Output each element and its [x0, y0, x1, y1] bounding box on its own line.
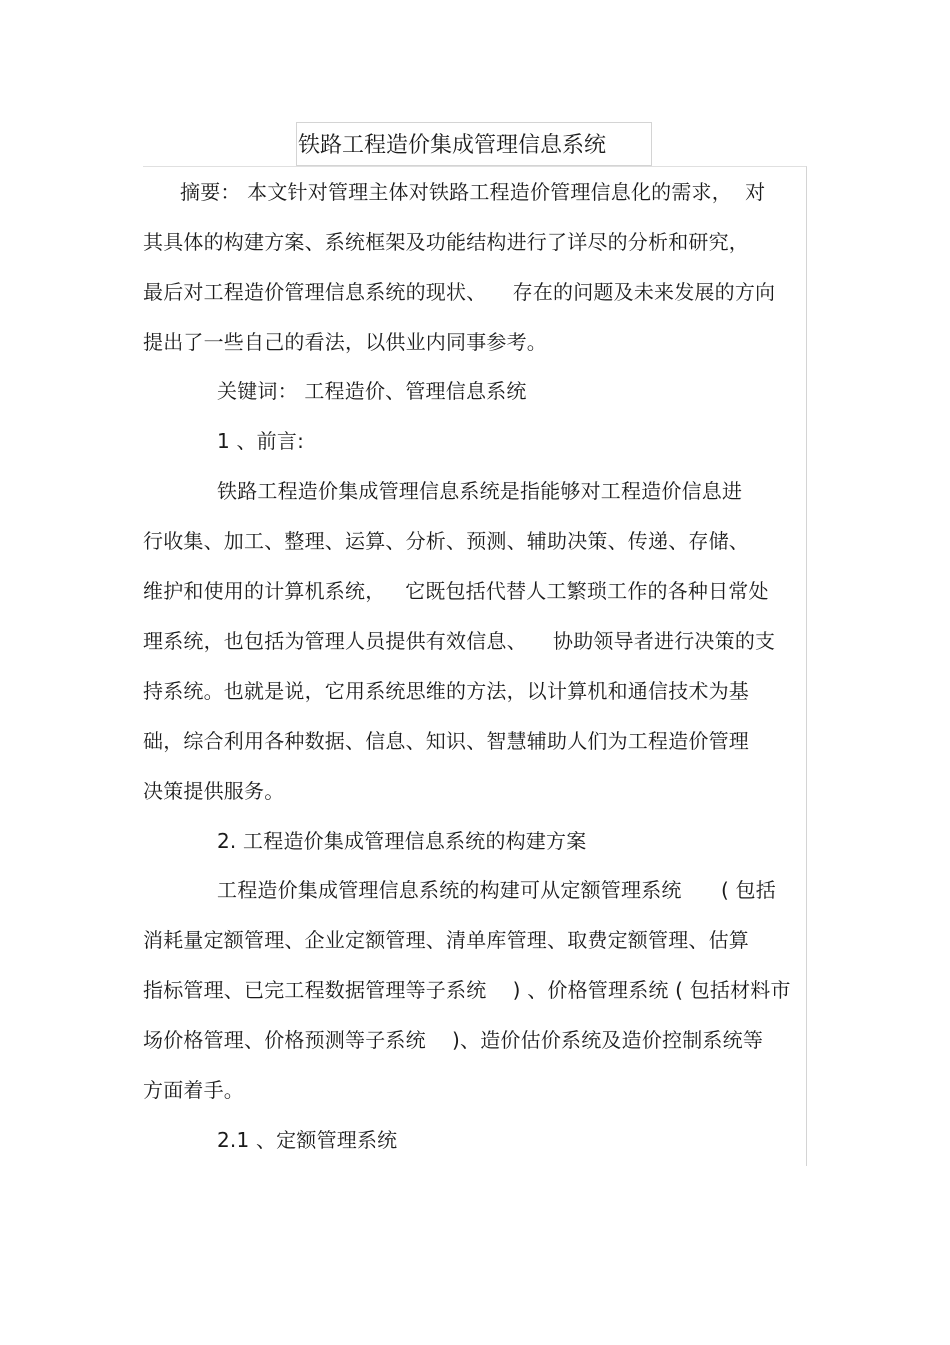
paragraph-line: 工程造价集成管理信息系统的构建可从定额管理系统 ( 包括: [217, 878, 776, 902]
section-2-1-heading: 2.1 、定额管理系统: [217, 1128, 398, 1152]
paragraph-line: 指标管理、已完工程数据管理等子系统 ) 、价格管理系统 ( 包括材料市: [143, 978, 791, 1002]
abstract-line-3: 最后对工程造价管理信息系统的现状、 存在的问题及未来发展的方向: [143, 280, 776, 304]
section-2-heading: 2. 工程造价集成管理信息系统的构建方案: [217, 829, 587, 853]
paragraph-line: 行收集、加工、整理、运算、分析、预测、辅助决策、传递、存储、: [143, 529, 749, 553]
abstract-line-1: 摘要： 本文针对管理主体对铁路工程造价管理信息化的需求， 对: [180, 180, 766, 204]
keywords-line: 关键词： 工程造价、管理信息系统: [217, 379, 527, 403]
body-frame: [143, 166, 807, 1166]
paragraph-line: 铁路工程造价集成管理信息系统是指能够对工程造价信息进: [217, 479, 743, 503]
paragraph-line: 理系统，也包括为管理人员提供有效信息、 协助领导者进行决策的支: [143, 629, 776, 653]
section-1-heading: 1 、前言:: [217, 429, 305, 453]
paragraph-line: 维护和使用的计算机系统， 它既包括代替人工繁琐工作的各种日常处: [143, 579, 769, 603]
paragraph-line: 场价格管理、价格预测等子系统 )、造价估价系统及造价控制系统等: [143, 1028, 764, 1052]
document-title: 铁路工程造价集成管理信息系统: [298, 133, 607, 158]
paragraph-line: 持系统。也就是说，它用系统思维的方法，以计算机和通信技术为基: [143, 679, 749, 703]
abstract-line-4: 提出了一些自己的看法，以供业内同事参考。: [143, 330, 547, 354]
paragraph-line: 决策提供服务。: [143, 779, 285, 803]
paragraph-line: 础，综合利用各种数据、信息、知识、智慧辅助人们为工程造价管理: [143, 729, 749, 753]
paragraph-line: 方面着手。: [143, 1078, 244, 1102]
abstract-line-2: 其具体的构建方案、系统框架及功能结构进行了详尽的分析和研究，: [143, 230, 749, 254]
paragraph-line: 消耗量定额管理、企业定额管理、清单库管理、取费定额管理、估算: [143, 928, 749, 952]
